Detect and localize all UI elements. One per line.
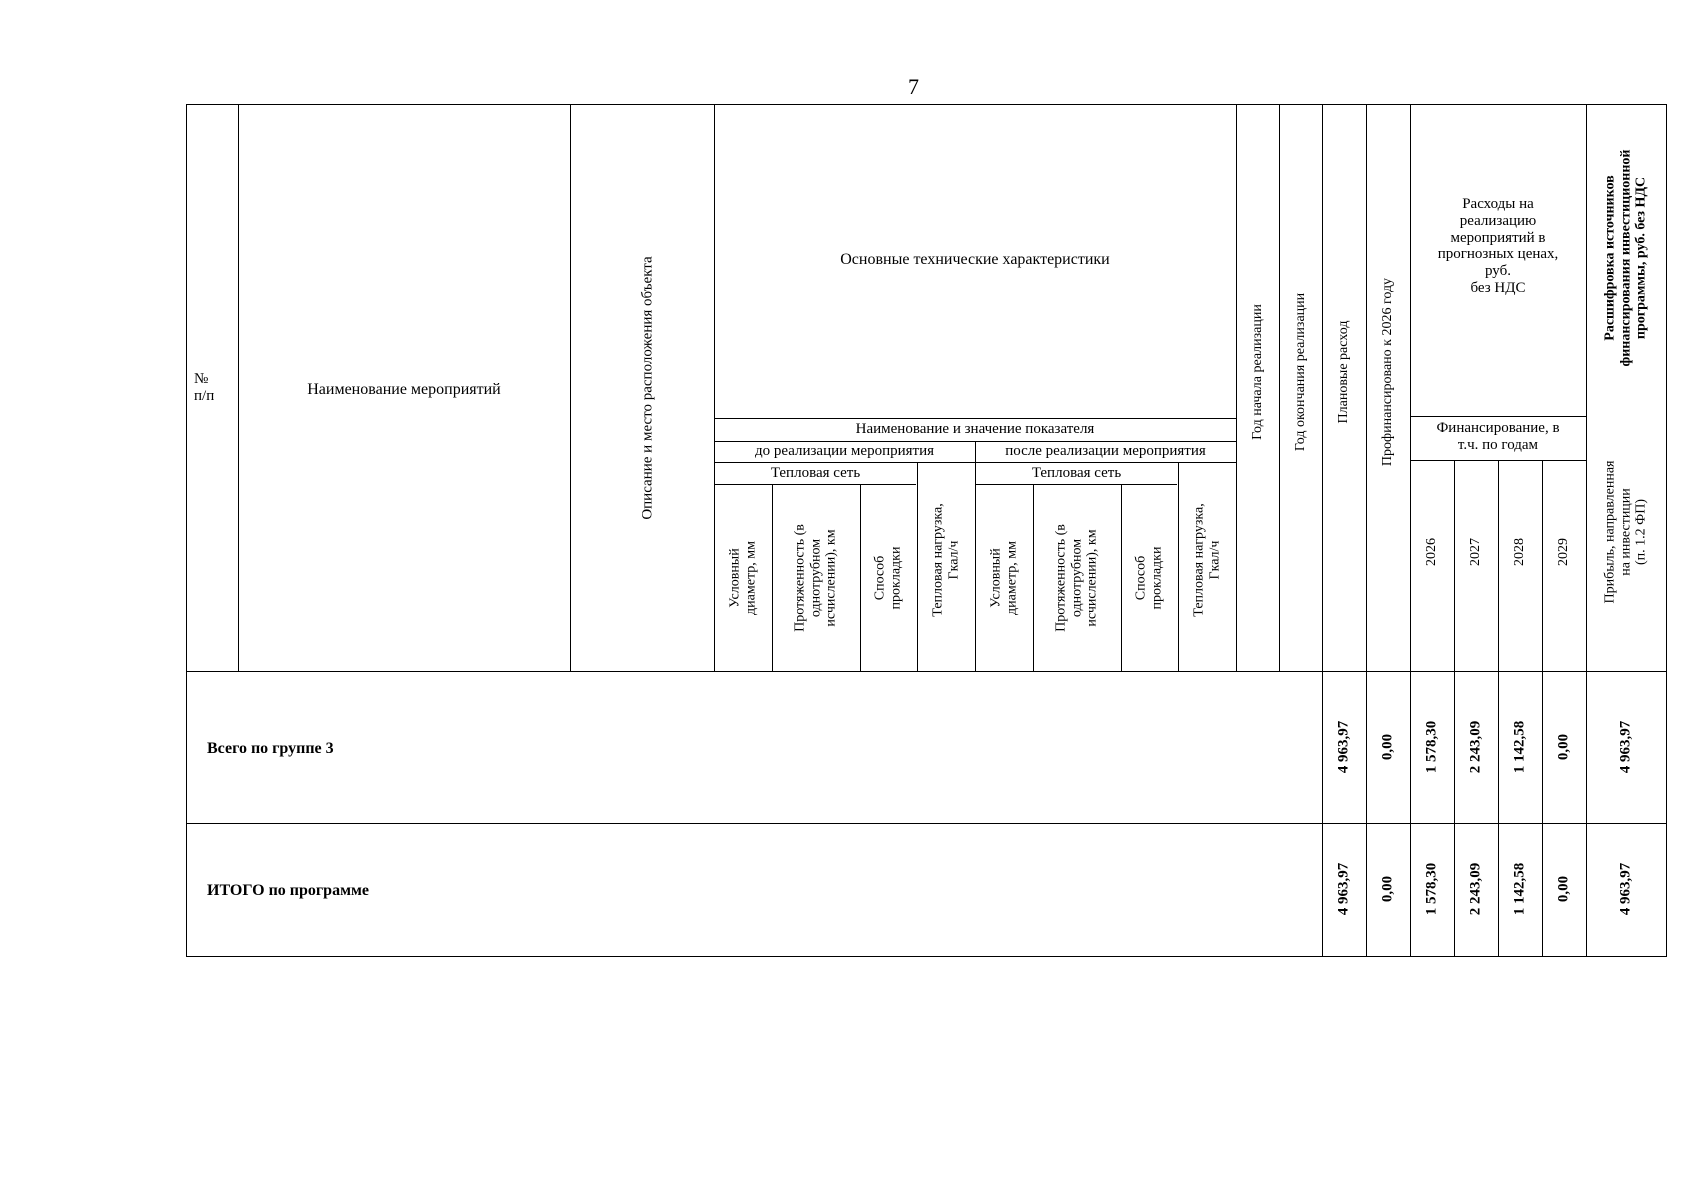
header-load-before: Тепловая нагрузка, Гкал/ч: [930, 503, 961, 617]
tech-divider-line: [714, 418, 1236, 419]
row-group3-prefinanced: 0,00: [1379, 733, 1396, 761]
table-left-border: [186, 104, 187, 957]
header-network-after: Тепловая сеть: [1031, 465, 1122, 481]
header-indicator: Наименование и значение показателя: [855, 421, 1095, 437]
header-num: № п/п: [194, 371, 215, 404]
header-description: Описание и место расположения объекта: [639, 256, 656, 520]
header-planned: Плановые расход: [1336, 320, 1352, 424]
header-expenses: Расходы на реализацию мероприятий в прогнозных ценах, руб. без НДС: [1437, 196, 1559, 296]
before-col-line-1: [772, 484, 773, 672]
row-group3-2027: 2 243,09: [1467, 720, 1484, 774]
header-name: Наименование мероприятий: [307, 381, 501, 398]
row-total-2028: 1 142,58: [1511, 862, 1528, 916]
row-group3-2028: 1 142,58: [1511, 720, 1528, 774]
row-total-planned: 4 963,97: [1335, 862, 1352, 916]
row-total-prefinanced: 0,00: [1379, 875, 1396, 903]
year-line-1: [1454, 460, 1455, 957]
header-diameter-before: Условный диаметр, мм: [727, 541, 758, 615]
header-start-year: Год начала реализации: [1250, 304, 1266, 440]
row-total-label: ИТОГО по программе: [207, 882, 369, 899]
expenses-divider-line: [1410, 416, 1586, 417]
header-laying-after: Способ прокладки: [1133, 546, 1164, 610]
header-length-before: Протяженность (в однотрубном исчислении), км: [792, 524, 839, 632]
row-group3-label: Всего по группе 3: [207, 740, 334, 757]
prefinanced-left-line: [1366, 104, 1367, 957]
network-before-divider-line: [714, 484, 916, 485]
network-after-divider-line: [975, 484, 1177, 485]
header-profit: Прибыль, направленная на инвестиции (п. 1.2 ФП): [1602, 460, 1649, 604]
row-group3-2029: 0,00: [1555, 733, 1572, 761]
header-laying-before: Способ прокладки: [872, 546, 903, 610]
row-group3-profit: 4 963,97: [1617, 720, 1634, 774]
planned-left-line: [1322, 104, 1323, 957]
page-number: 7: [908, 74, 919, 99]
header-year-2027: 2027: [1468, 538, 1484, 566]
header-bottom-border: [186, 671, 1666, 672]
header-prefinanced: Профинансировано к 2026 году: [1380, 277, 1396, 467]
table-bottom-border: [186, 956, 1666, 957]
row-total-2026: 1 578,30: [1423, 862, 1440, 916]
table-right-border: [1666, 104, 1667, 957]
header-before: до реализации мероприятия: [754, 443, 935, 459]
tech-start-line: [1236, 104, 1237, 672]
name-desc-line: [570, 104, 571, 672]
after-col-line-1: [1033, 484, 1034, 672]
start-end-line: [1279, 104, 1280, 672]
header-end-year: Год окончания реализации: [1293, 292, 1309, 452]
header-after: после реализации мероприятия: [1005, 443, 1206, 459]
sources-left-line: [1586, 104, 1587, 957]
row-total-2029: 0,00: [1555, 875, 1572, 903]
before-col-line-2: [860, 484, 861, 672]
header-year-2026: 2026: [1424, 538, 1440, 566]
row-divider-line: [186, 823, 1666, 824]
after-load-line: [1178, 462, 1179, 672]
header-year-2029: 2029: [1556, 538, 1572, 566]
row-group3-planned: 4 963,97: [1335, 720, 1352, 774]
before-load-line: [917, 462, 918, 672]
year-line-2: [1498, 460, 1499, 957]
after-col-line-2: [1121, 484, 1122, 672]
year-line-3: [1542, 460, 1543, 957]
row-total-2027: 2 243,09: [1467, 862, 1484, 916]
desc-tech-line: [714, 104, 715, 672]
header-tech-title: Основные технические характеристики: [840, 251, 1110, 268]
header-year-2028: 2028: [1512, 538, 1528, 566]
header-load-after: Тепловая нагрузка, Гкал/ч: [1191, 503, 1222, 617]
header-length-after: Протяженность (в однотрубном исчислении), км: [1053, 524, 1100, 632]
header-network-before: Тепловая сеть: [770, 465, 861, 481]
header-financing: Финансирование, в т.ч. по годам: [1436, 420, 1560, 453]
row-total-profit: 4 963,97: [1617, 862, 1634, 916]
header-diameter-after: Условный диаметр, мм: [988, 541, 1019, 615]
row-group3-2026: 1 578,30: [1423, 720, 1440, 774]
header-sources: Расшифровка источников финансирования инвестиционной программы, руб. без НДС: [1602, 149, 1649, 367]
table-top-border: [186, 104, 1666, 105]
